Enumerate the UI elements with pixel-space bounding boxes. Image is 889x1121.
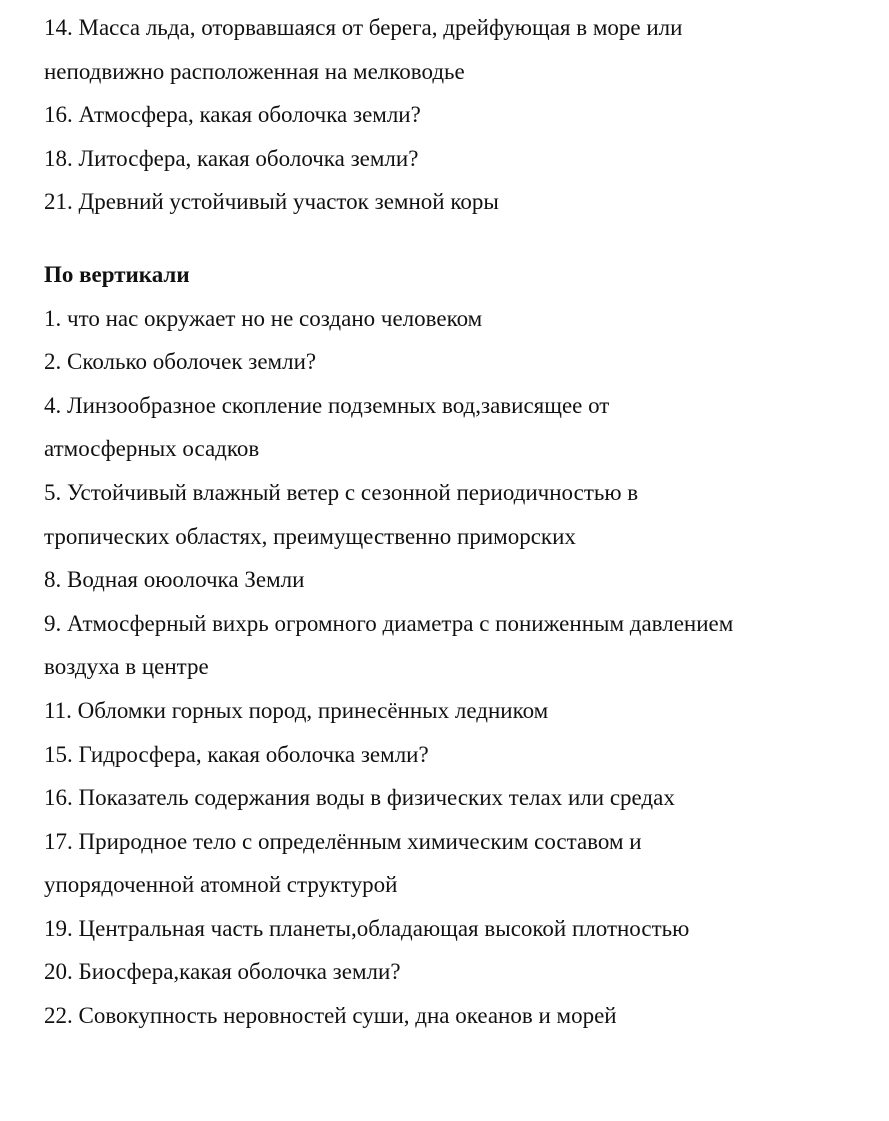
clue-20: 20. Биосфера,какая оболочка земли? — [44, 959, 401, 985]
clue-1: 1. что нас окружает но не создано человеком — [44, 305, 483, 331]
clue-5-line-1: 5. Устойчивый влажный ветер с сезонной периодичностью в — [44, 479, 639, 505]
clue-9-line-2: воздуха в центре — [44, 654, 209, 680]
clue-4-line-1: 4. Линзообразное скопление подземных вод,зависящее от — [44, 392, 610, 418]
vertical-heading: По вертикали — [44, 261, 190, 287]
clue-8: 8. Водная оюолочка Земли — [44, 567, 305, 593]
clue-18: 18. Литосфера, какая оболочка земли? — [44, 145, 419, 171]
clue-19: 19. Центральная часть планеты,обладающая высокой плотностью — [44, 915, 690, 941]
clue-16-vertical: 16. Показатель содержания воды в физических телах или средах — [44, 785, 675, 811]
clue-5-line-2: тропических областях, преимущественно приморских — [44, 523, 576, 549]
clue-21: 21. Древний устойчивый участок земной коры — [44, 189, 499, 215]
clue-11: 11. Обломки горных пород, принесённых ледником — [44, 697, 549, 723]
clue-14-line-2: неподвижно расположенная на мелководье — [44, 58, 465, 84]
clue-2: 2. Сколько оболочек земли? — [44, 349, 317, 375]
clue-9-line-1: 9. Атмосферный вихрь огромного диаметра с пониженным давлением — [44, 610, 734, 636]
clue-17-line-1: 17. Природное тело с определённым химическим составом и — [44, 828, 642, 854]
vertical-clues — [44, 253, 874, 1038]
clue-15: 15. Гидросфера, какая оболочка земли? — [44, 741, 429, 767]
horizontal-clues — [44, 6, 874, 224]
section-spacer — [44, 224, 874, 253]
clue-4-line-2: атмосферных осадков — [44, 436, 260, 462]
clue-16-horizontal: 16. Атмосфера, какая оболочка земли? — [44, 102, 421, 128]
clue-17-line-2: упорядоченной атомной структурой — [44, 872, 398, 898]
clue-22: 22. Совокупность неровностей суши, дна океанов и морей — [44, 1003, 617, 1029]
clue-14-line-1: 14. Масса льда, оторвавшаяся от берега, дрейфующая в море или — [44, 15, 683, 40]
document-page — [44, 6, 874, 1038]
